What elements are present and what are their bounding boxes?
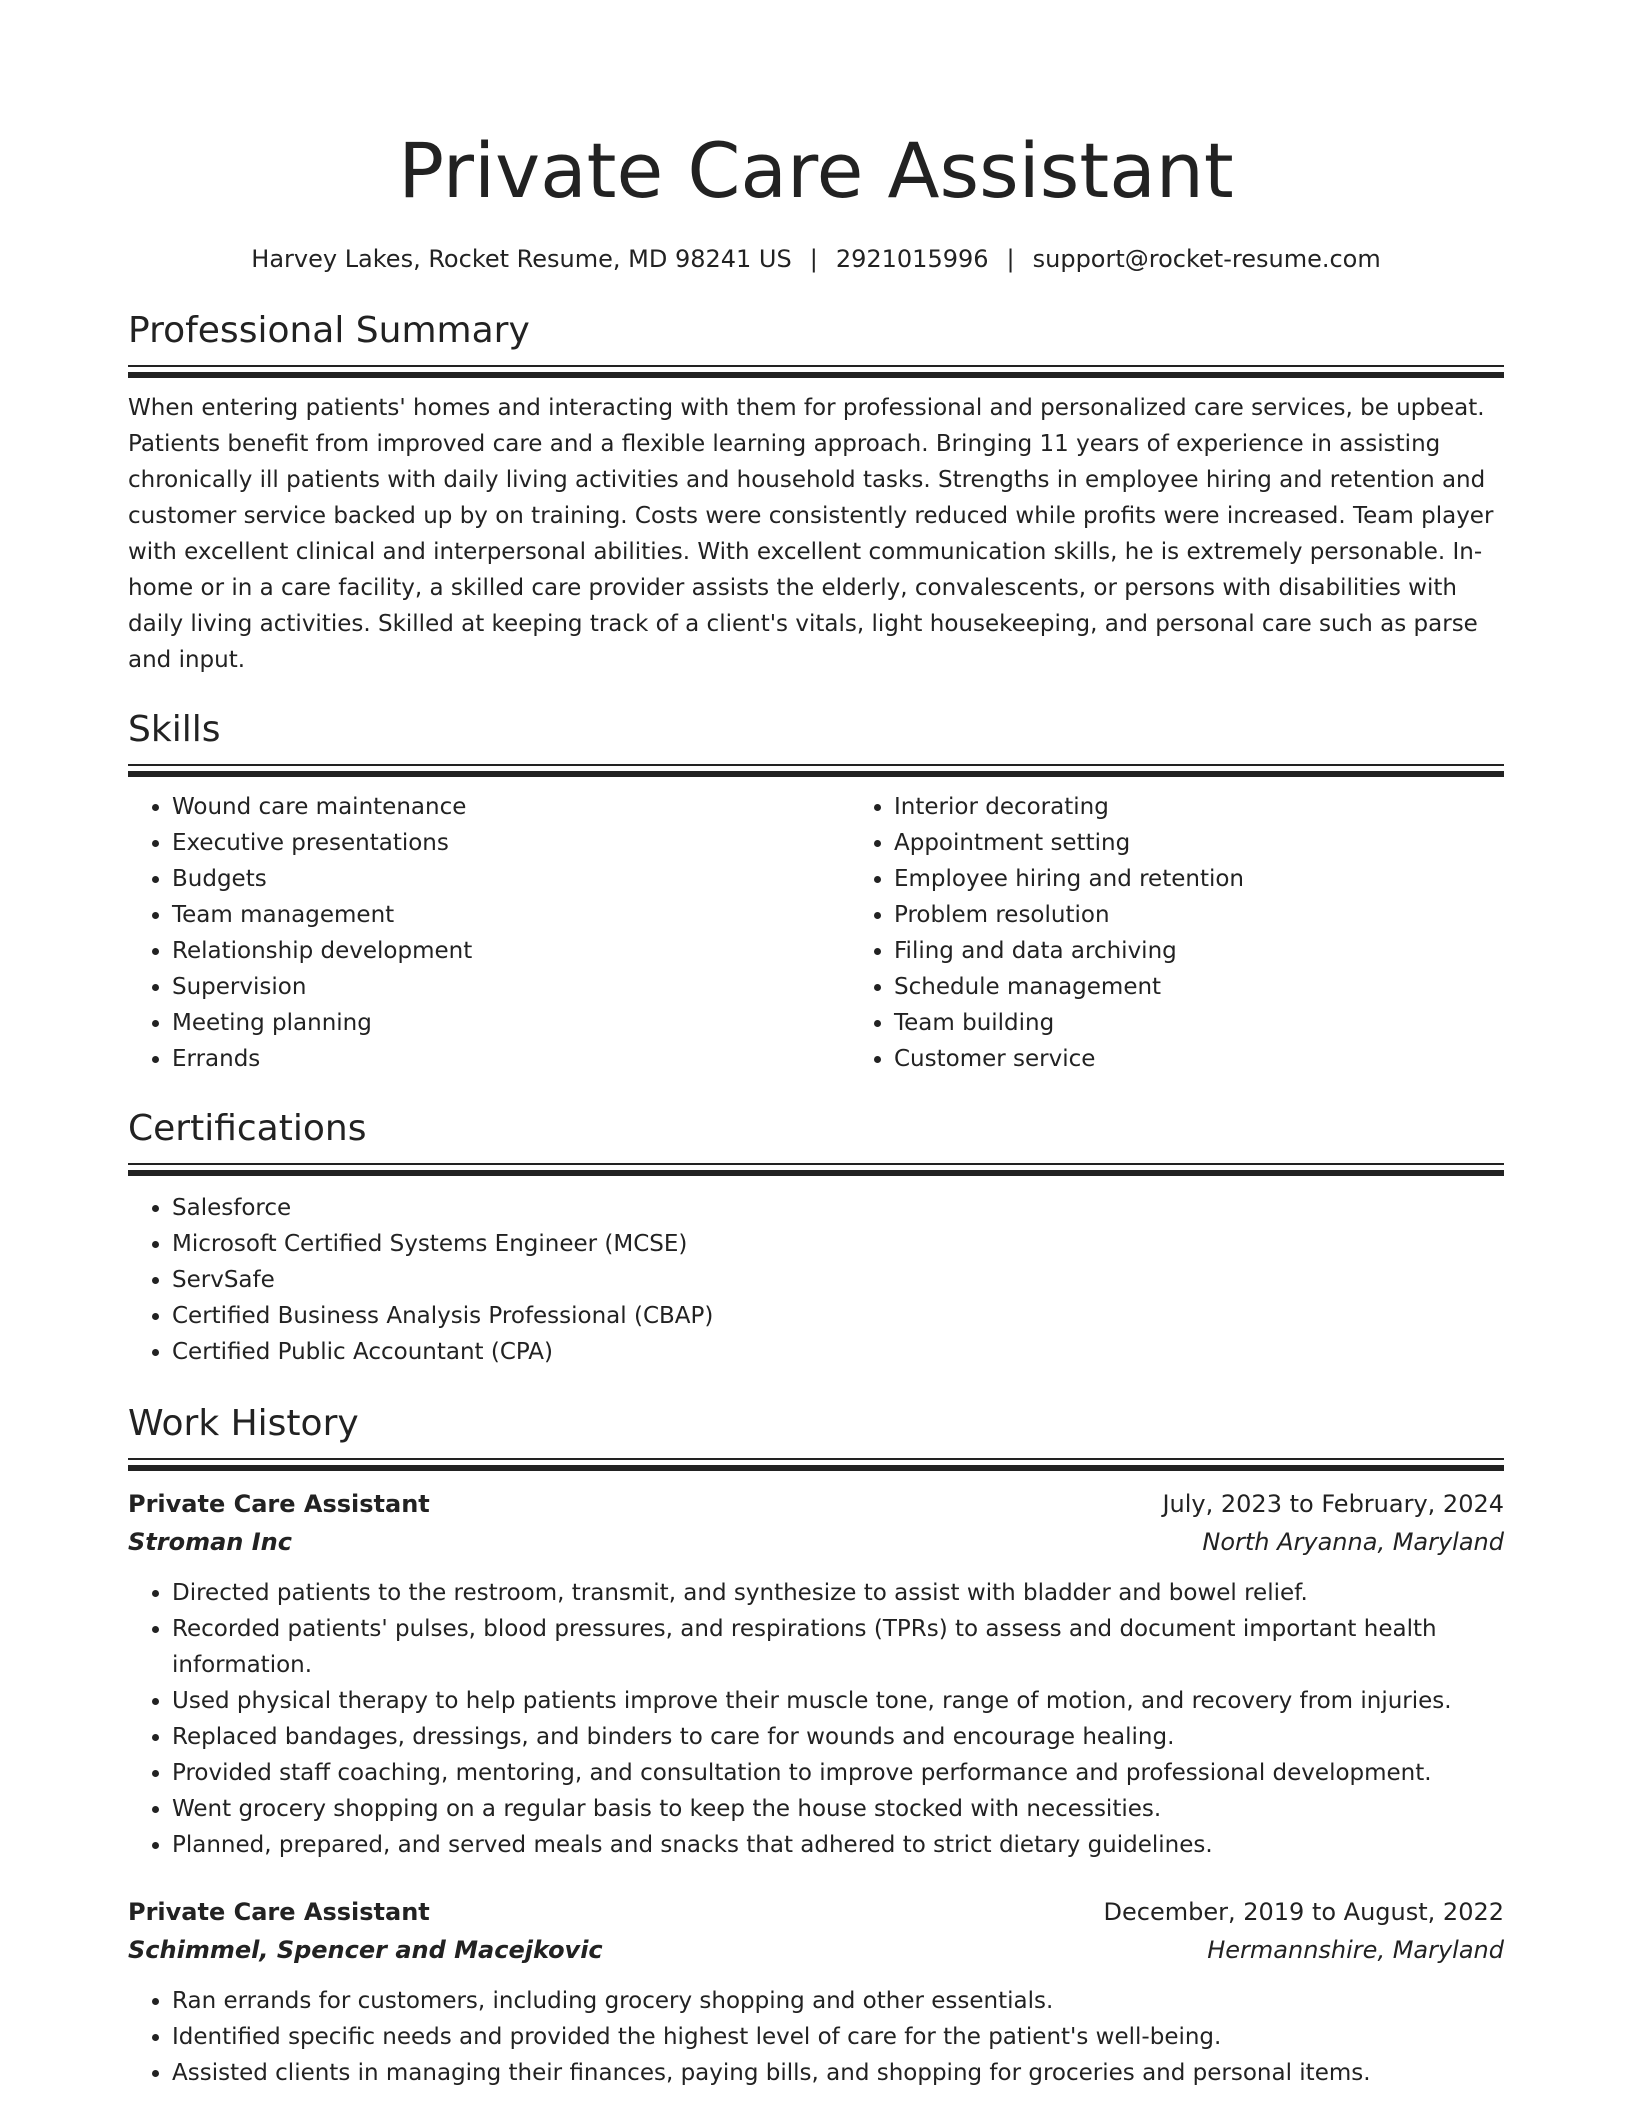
skill-item: • Appointment setting xyxy=(894,825,1492,861)
skills-list-left xyxy=(128,789,850,1077)
job-bullet: • Replaced bandages, dressings, and binders to care for wounds and encourage healing. xyxy=(172,1719,1504,1755)
work-history-section xyxy=(128,1402,1504,2091)
contact-address: Harvey Lakes, Rocket Resume, MD 98241 US xyxy=(251,245,792,273)
job-bullet: • Directed patients to the restroom, transmit, and synthesize to assist with bladder and bowel relief. xyxy=(172,1575,1504,1611)
summary-text: When entering patients' homes and interacting with them for professional and personalized care services, be upbeat. Patients benefit from improved care and a flexible learning approach. Bringing 11 years of experience in assisting chronically ill patients with daily living activities and household tasks. Strengths in employee hiring and retention and customer service backed up by on training. Costs were consistently reduced while profits were increased. Team player with excellent clinical and interpersonal abilities. With excellent communication skills, he is extremely personable. In-home or in a care facility, a skilled care provider assists the elderly, convalescents, or persons with disabilities with daily living activities. Skilled at keeping track of a client's vitals, light housekeeping, and personal care such as parse and input. xyxy=(128,395,1494,673)
job-subheader-row xyxy=(128,1931,1504,1969)
skill-item: • Supervision xyxy=(172,969,850,1005)
certification-item: • ServSafe xyxy=(172,1262,1504,1298)
job-dates: December, 2019 to August, 2022 xyxy=(1103,1898,1504,1926)
section-divider xyxy=(128,1163,1504,1176)
certifications-section xyxy=(128,1107,1504,1370)
skill-item: • Team building xyxy=(894,1005,1492,1041)
job-title: Private Care Assistant xyxy=(128,1898,430,1926)
section-heading-skills: Skills xyxy=(128,709,221,750)
section-heading-work-history: Work History xyxy=(128,1403,359,1444)
job-bullet: • Used physical therapy to help patients improve their muscle tone, range of motion, and recovery from injuries. xyxy=(172,1683,1504,1719)
section-divider xyxy=(128,1458,1504,1471)
skill-item: • Filing and data archiving xyxy=(894,933,1492,969)
job-dates: July, 2023 to February, 2024 xyxy=(1162,1490,1504,1518)
contact-phone: 2921015996 xyxy=(835,245,989,273)
contact-email: support@rocket-resume.com xyxy=(1032,245,1381,273)
job-subheader-row xyxy=(128,1523,1504,1561)
job-bullet: • Ran errands for customers, including grocery shopping and other essentials. xyxy=(172,1983,1504,2019)
section-heading-summary: Professional Summary xyxy=(128,310,530,351)
contact-separator: | xyxy=(809,245,818,273)
section-divider xyxy=(128,764,1504,777)
job-bullet-list xyxy=(128,1983,1504,2091)
skill-item: • Team management xyxy=(172,897,850,933)
skill-item: • Executive presentations xyxy=(172,825,850,861)
skills-list-right xyxy=(850,789,1492,1077)
job-bullet: • Provided staff coaching, mentoring, and consultation to improve performance and professional development. xyxy=(172,1755,1504,1791)
job-entry xyxy=(128,1893,1504,2091)
job-company: Stroman Inc xyxy=(128,1528,292,1556)
job-header-row xyxy=(128,1893,1504,1931)
job-bullet: • Assisted clients in managing their finances, paying bills, and shopping for groceries and personal items. xyxy=(172,2055,1504,2091)
certification-item: • Salesforce xyxy=(172,1190,1504,1226)
job-company: Schimmel, Spencer and Macejkovic xyxy=(128,1936,603,1964)
job-location: Hermannshire, Maryland xyxy=(1207,1936,1504,1964)
skill-item: • Schedule management xyxy=(894,969,1492,1005)
certification-item: • Certified Business Analysis Professional (CBAP) xyxy=(172,1298,1504,1334)
skill-item: • Problem resolution xyxy=(894,897,1492,933)
job-bullet-list xyxy=(128,1575,1504,1863)
skill-item: • Errands xyxy=(172,1041,850,1077)
job-header-row xyxy=(128,1485,1504,1523)
section-divider xyxy=(128,365,1504,378)
skill-item: • Relationship development xyxy=(172,933,850,969)
resume-name: Private Care Assistant xyxy=(398,126,1234,215)
job-bullet: • Recorded patients' pulses, blood pressures, and respirations (TPRs) to assess and document important health information. xyxy=(172,1611,1504,1683)
section-heading-certifications: Certifications xyxy=(128,1108,367,1149)
job-location: North Aryanna, Maryland xyxy=(1202,1528,1504,1556)
skill-item: • Interior decorating xyxy=(894,789,1492,825)
skill-item: • Budgets xyxy=(172,861,850,897)
skill-item: • Customer service xyxy=(894,1041,1492,1077)
skill-item: • Employee hiring and retention xyxy=(894,861,1492,897)
job-bullet: • Identified specific needs and provided the highest level of care for the patient's well-being. xyxy=(172,2019,1504,2055)
job-bullet: • Went grocery shopping on a regular basis to keep the house stocked with necessities. xyxy=(172,1791,1504,1827)
summary-section xyxy=(128,309,1504,678)
certifications-list xyxy=(128,1190,1504,1370)
job-entry xyxy=(128,1485,1504,1863)
skill-item: • Meeting planning xyxy=(172,1005,850,1041)
certification-item: • Certified Public Accountant (CPA) xyxy=(172,1334,1504,1370)
skill-item: • Wound care maintenance xyxy=(172,789,850,825)
contact-separator: | xyxy=(1006,245,1015,273)
job-title: Private Care Assistant xyxy=(128,1490,430,1518)
certification-item: • Microsoft Certified Systems Engineer (MCSE) xyxy=(172,1226,1504,1262)
skills-section xyxy=(128,708,1504,1077)
skills-columns xyxy=(128,789,1504,1077)
contact-line xyxy=(128,243,1504,275)
job-bullet: • Planned, prepared, and served meals and snacks that adhered to strict dietary guidelines. xyxy=(172,1827,1504,1863)
